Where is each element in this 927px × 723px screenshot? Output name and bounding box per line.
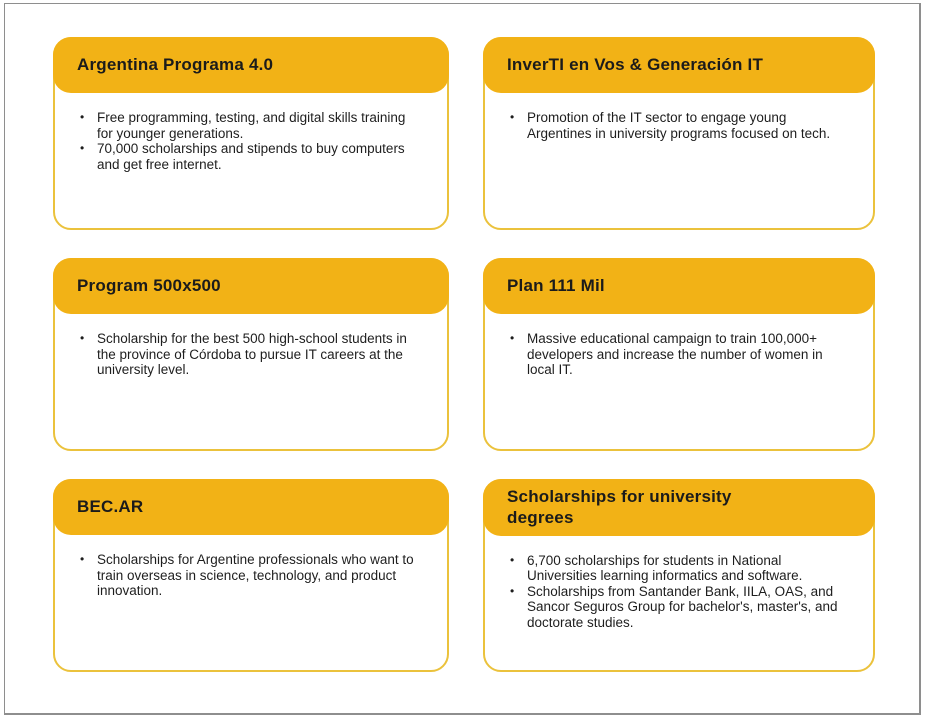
card-body xyxy=(485,536,873,645)
list-item: • Free programming, testing, and digital skills training for younger generations. xyxy=(97,110,419,141)
card-body xyxy=(485,314,873,392)
card-body xyxy=(55,314,447,392)
card-header xyxy=(53,479,449,535)
card-header xyxy=(483,37,875,93)
card-body xyxy=(485,93,873,155)
list-item: • 6,700 scholarships for students in National Universities learning informatics and software. xyxy=(527,553,845,584)
page-frame xyxy=(4,3,921,715)
card-title: Program 500x500 xyxy=(77,276,221,296)
card-header xyxy=(483,479,875,536)
card-body xyxy=(55,93,447,186)
list-item: • Scholarships for Argentine professionals who want to train overseas in science, technology, and product innovation. xyxy=(97,552,419,599)
card-title: Plan 111 Mil xyxy=(507,276,605,296)
card-inverti-en-vos-generacion-it xyxy=(483,37,875,230)
card-scholarships-for-university-degrees xyxy=(483,479,875,672)
list-item: • Scholarships from Santander Bank, IILA, OAS, and Sancor Seguros Group for bachelor's, master's, and doctorate studies. xyxy=(527,584,845,631)
list-item: • Scholarship for the best 500 high-school students in the province of Córdoba to pursue IT careers at the university level. xyxy=(97,331,419,378)
card-body xyxy=(55,535,447,613)
card-title: InverTI en Vos & Generación IT xyxy=(507,55,764,75)
card-program-500x500 xyxy=(53,258,449,451)
cards-grid xyxy=(53,37,875,672)
list-item: • 70,000 scholarships and stipends to buy computers and get free internet. xyxy=(97,141,419,172)
list-item: • Massive educational campaign to train 100,000+ developers and increase the number of women in local IT. xyxy=(527,331,845,378)
card-header xyxy=(53,37,449,93)
card-title: Scholarships for university degrees xyxy=(507,487,732,528)
card-title: Argentina Programa 4.0 xyxy=(77,55,274,75)
card-title: BEC.AR xyxy=(77,497,144,517)
card-header xyxy=(483,258,875,314)
card-argentina-programa-4-0 xyxy=(53,37,449,230)
list-item: • Promotion of the IT sector to engage young Argentines in university programs focused on tech. xyxy=(527,110,845,141)
card-plan-111-mil xyxy=(483,258,875,451)
card-bec-ar xyxy=(53,479,449,672)
card-header xyxy=(53,258,449,314)
